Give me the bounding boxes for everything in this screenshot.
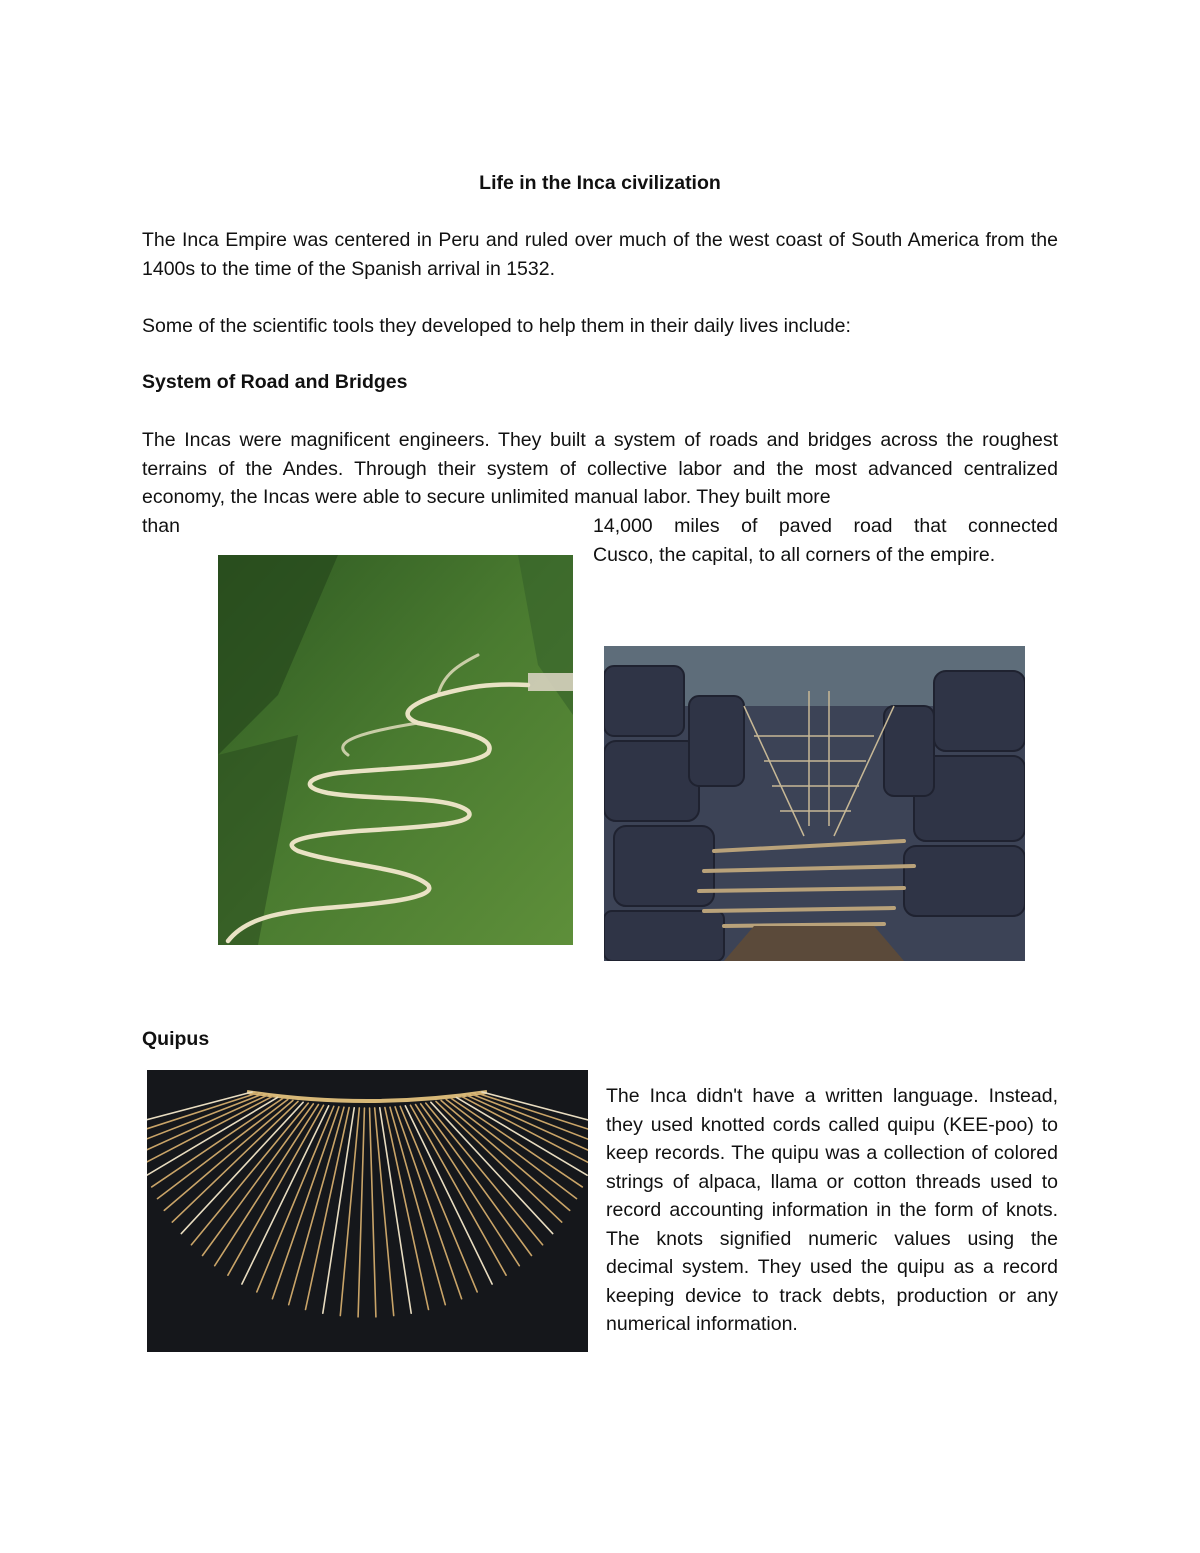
quipus-paragraph: The Inca didn't have a written language. Instead, they used knotted cords called quipu (KEE-poo) to keep records. The quipu was a collection of colored strings of alpaca, llama or cotton threads used to record accounting information in the form of knots. The knots signified numeric values using the decimal system. They used the quipu as a record keeping device to track debts, production or any numerical information. (606, 1085, 1058, 1335)
quipu-photo (147, 1070, 588, 1352)
rope-bridge-photo (604, 646, 1025, 961)
roads-paragraph: The Incas were magnificent engineers. They built a system of roads and bridges across the roughest terrains of the Andes. Through their system of collective labor and the most advanced centralized economy, the Incas were able to secure unlimited manual labor. They built more (142, 429, 1058, 508)
page-title: Life in the Inca civilization (479, 172, 721, 194)
roads-paragraph-continued (593, 512, 1058, 569)
roads-paragraph-than: than (142, 515, 180, 537)
quipus-heading: Quipus (142, 1028, 210, 1050)
tools-lead-paragraph: Some of the scientific tools they developed to help them in their daily lives include: (142, 315, 851, 337)
roads-continued-line-1: 14,000 miles of paved road that connected (593, 515, 1058, 537)
intro-paragraph: The Inca Empire was centered in Peru and ruled over much of the west coast of South America from the 1400s to the time of the Spanish arrival in 1532. (142, 229, 1058, 280)
roads-heading: System of Road and Bridges (142, 371, 408, 393)
mountain-road-photo (218, 555, 573, 945)
roads-continued-line-2: Cusco, the capital, to all corners of the empire. (593, 543, 996, 566)
